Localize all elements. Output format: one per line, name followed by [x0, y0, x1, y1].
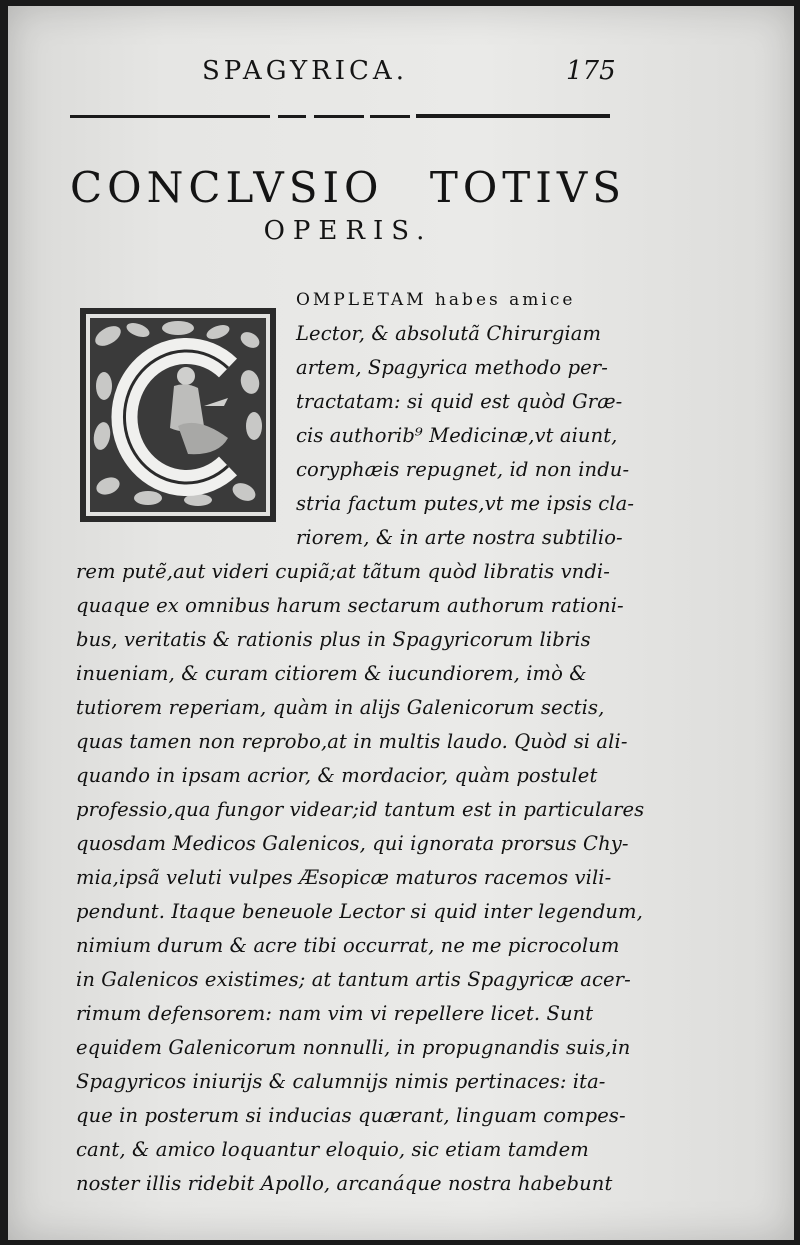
- body-text: [8, 6, 794, 1240]
- text-line-10: quaque ex omnibus harum sectarum authorum rationi-: [76, 594, 624, 617]
- book-page: [8, 6, 794, 1240]
- heading-line-2: OPERIS.: [263, 216, 433, 246]
- text-line-20: nimium durum & acre tibi occurrat, ne me picrocolum: [76, 934, 620, 957]
- text-line-19: pendunt. Itaque beneuole Lector si quid inter legendum,: [76, 900, 643, 923]
- text-line-5: cis authorib⁹ Medicinæ,vt aiunt,: [296, 424, 618, 447]
- text-line-16: professio,qua fungor videar;id tantum est in particulares: [76, 798, 645, 821]
- text-line-6: coryphæis repugnet, id non indu-: [296, 458, 630, 481]
- text-line-3: artem, Spagyrica methodo per-: [296, 356, 608, 379]
- text-line-2: Lector, & absolutã Chirurgiam: [296, 322, 602, 345]
- text-line-27: noster illis ridebit Apollo, arcanáque nostra habebunt: [76, 1172, 613, 1195]
- text-line-7: stria factum putes,vt me ipsis cla-: [296, 492, 635, 515]
- running-title: SPAGYRICA.: [202, 56, 408, 86]
- text-line-4: tractatam: si quid est quòd Græ-: [296, 390, 623, 413]
- text-line-12: inueniam, & curam citiorem & iucundiorem, imò &: [76, 662, 587, 685]
- text-line-8: riorem, & in arte nostra subtilio-: [296, 526, 623, 549]
- text-line-26: cant, & amico loquantur eloquio, sic etiam tamdem: [76, 1138, 589, 1161]
- text-line-15: quando in ipsam acrior, & mordacior, quàm postulet: [76, 764, 598, 787]
- text-line-23: equidem Galenicorum nonnulli, in propugnandis suis,in: [76, 1036, 631, 1059]
- page-number: 175: [566, 56, 616, 86]
- text-line-13: tutiorem reperiam, quàm in alijs Galenicorum sectis,: [76, 696, 605, 719]
- text-line-1: OMPLETAM habes amice: [296, 290, 576, 310]
- heading-line-1: CONCLVSIO TOTIVS: [70, 163, 626, 212]
- text-line-18: mia,ipsã veluti vulpes Æsopicæ maturos racemos vili-: [76, 866, 612, 889]
- text-line-11: bus, veritatis & rationis plus in Spagyricorum libris: [76, 628, 591, 651]
- text-line-25: que in posterum si inducias quærant, linguam compes-: [76, 1104, 626, 1127]
- text-line-22: rimum defensorem: nam vim vi repellere licet. Sunt: [76, 1002, 594, 1025]
- text-line-14: quas tamen non reprobo,at in multis laudo. Quòd si ali-: [76, 730, 628, 753]
- text-line-24: Spagyricos iniurijs & calumnijs nimis pertinaces: ita-: [76, 1070, 606, 1093]
- text-line-17: quosdam Medicos Galenicos, qui ignorata prorsus Chy-: [76, 832, 629, 855]
- text-line-21: in Galenicos existimes; at tantum artis Spagyricæ acer-: [76, 968, 631, 991]
- text-line-9: rem putẽ,aut videri cupiã;at tãtum quòd libratis vndi-: [76, 560, 610, 583]
